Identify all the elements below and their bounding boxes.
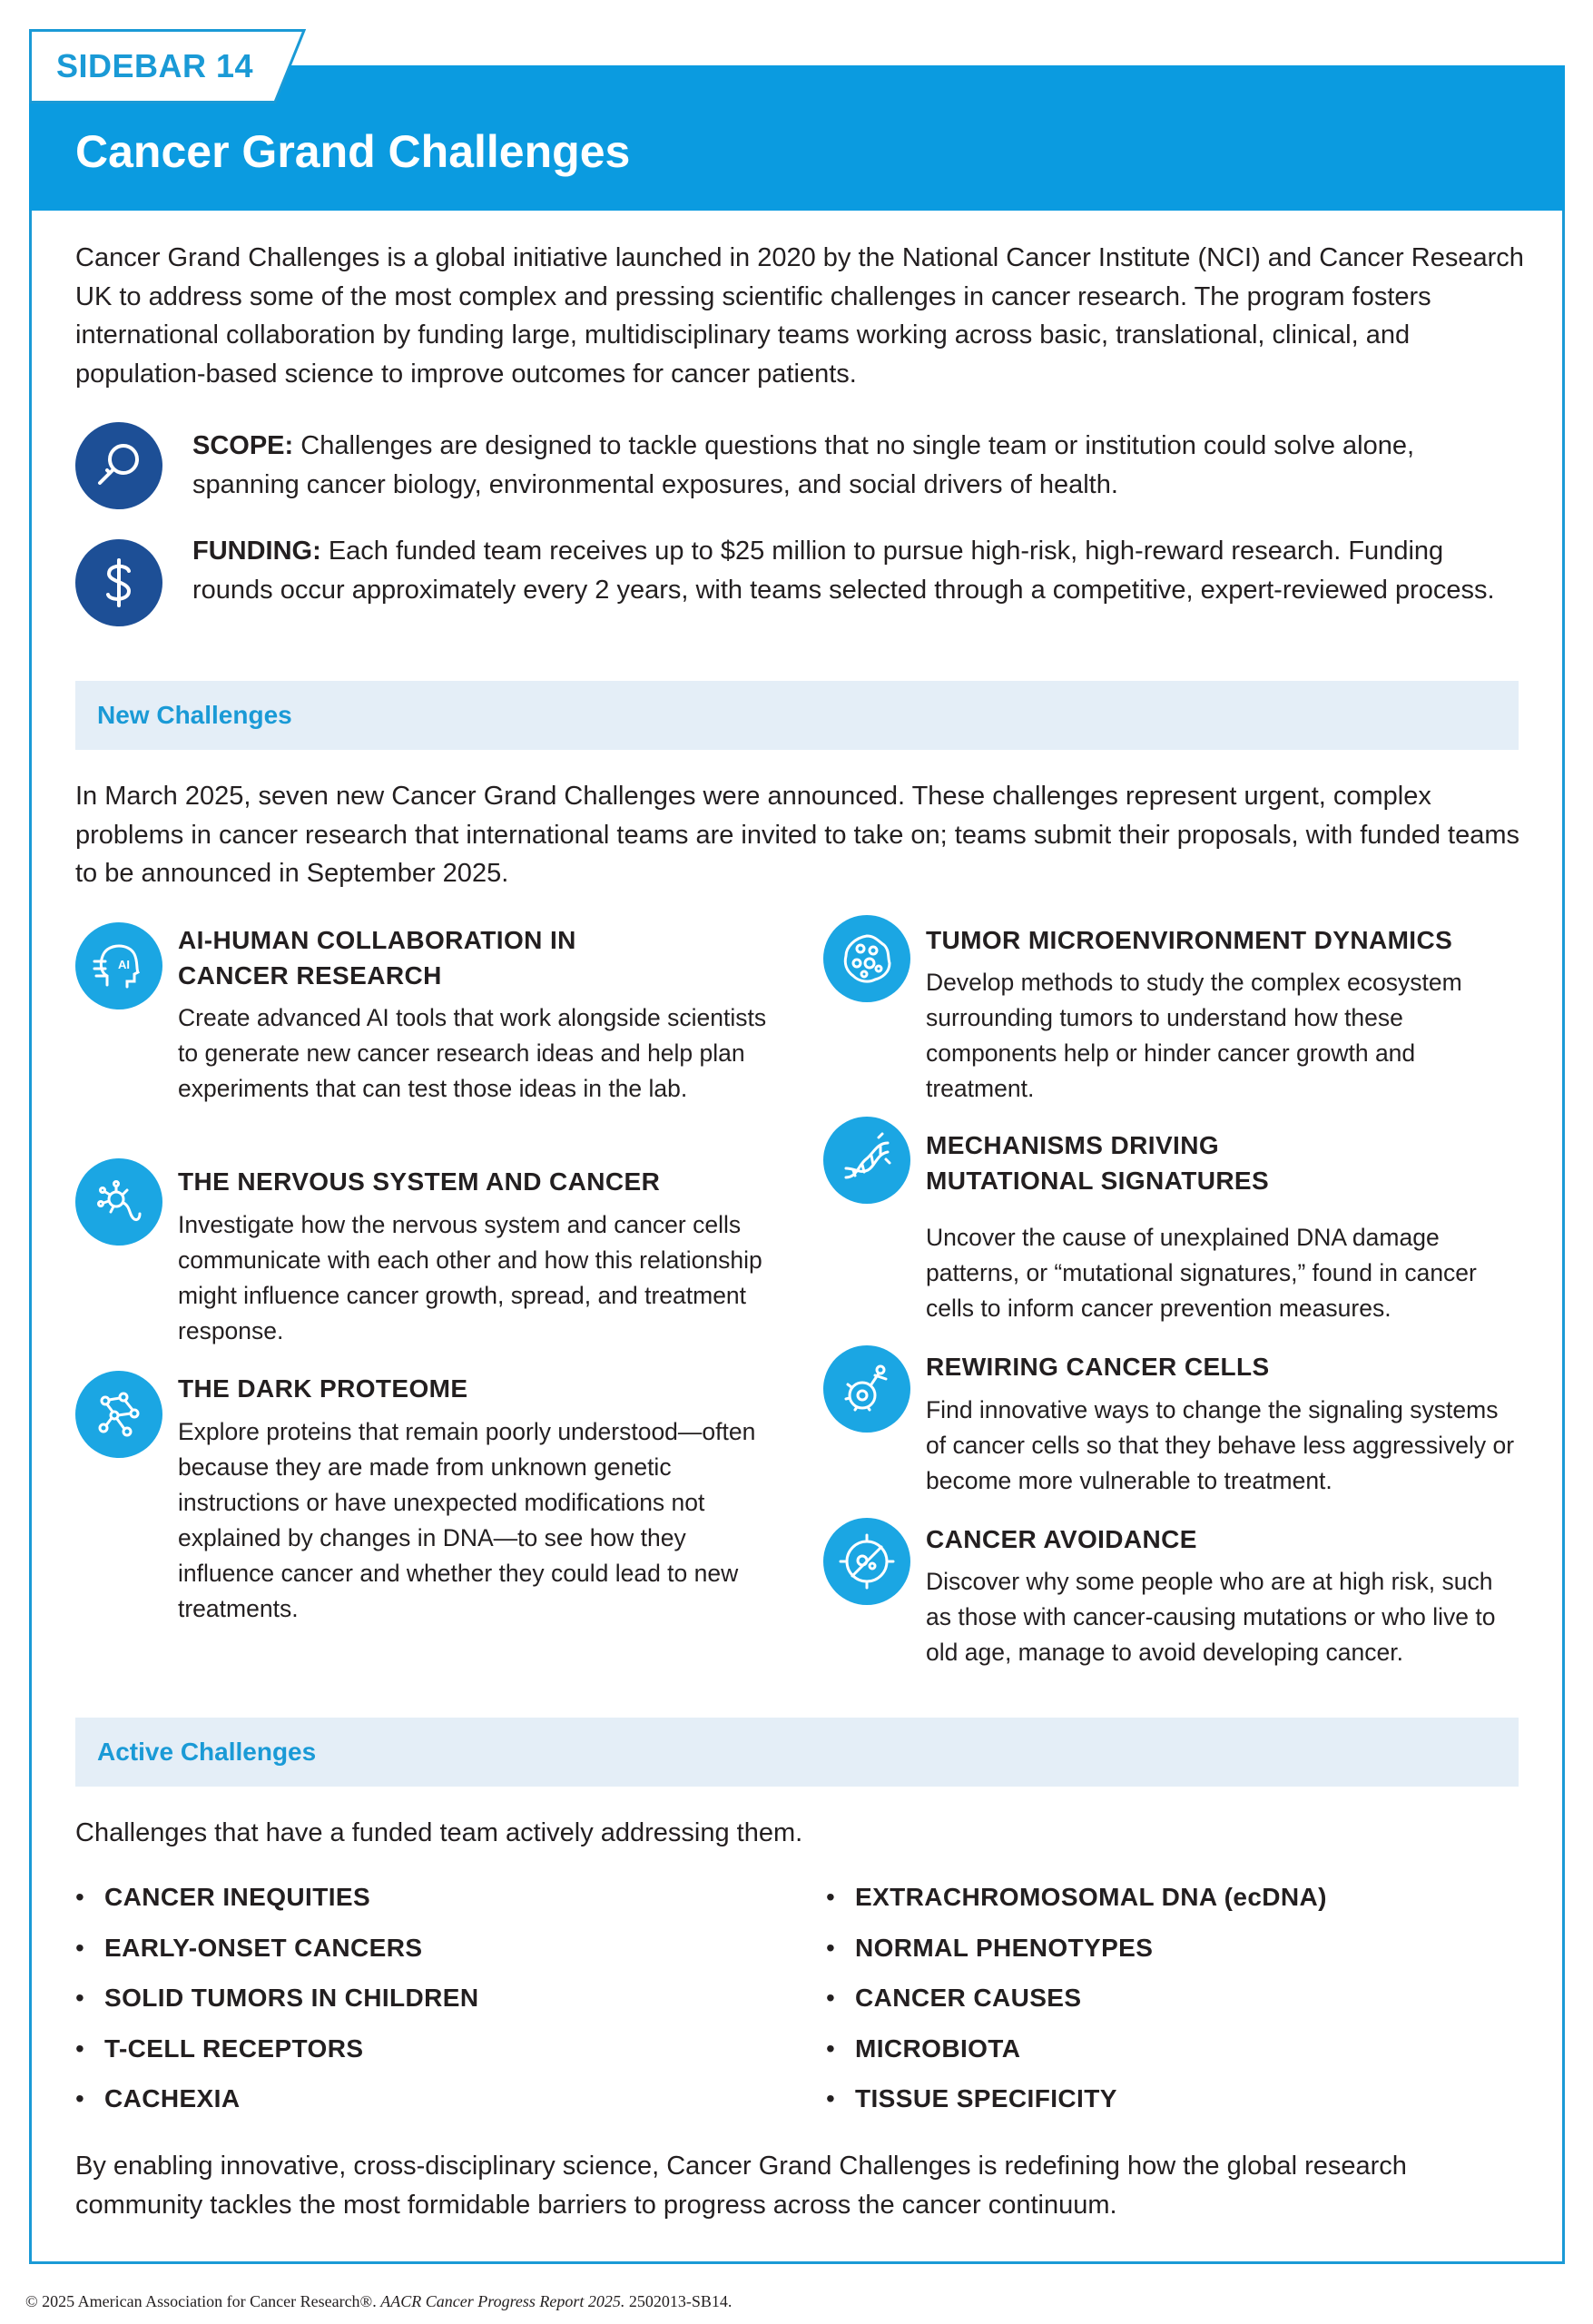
footer-copyright: © 2025 American Association for Cancer Research®. [25, 2292, 377, 2310]
list-item: • CANCER INEQUITIES [75, 1872, 478, 1923]
sidebar-label: SIDEBAR 14 [56, 47, 254, 84]
challenge-body-mutational: Uncover the cause of unexplained DNA damage patterns, or “mutational signatures,” found in cancer cells to inform cancer prevention measures. [926, 1224, 1477, 1322]
dollar-icon [75, 539, 162, 626]
footer-code: 2502013-SB14. [628, 2292, 733, 2310]
footer-report: AACR Cancer Progress Report 2025. [380, 2292, 625, 2310]
list-item: • CANCER CAUSES [826, 1973, 1327, 2024]
active-challenges-intro: Challenges that have a funded team actively addressing them. [75, 1818, 803, 1847]
funding-paragraph [192, 532, 1518, 609]
page-title: Cancer Grand Challenges [75, 126, 631, 177]
challenge-title-ai-2: CANCER RESEARCH [178, 961, 442, 990]
challenge-body-ai: Create advanced AI tools that work alongside scientists to generate new cancer research ideas and help plan experiments that can test those ideas in the lab. [178, 1004, 767, 1102]
list-item: • T-CELL RECEPTORS [75, 2024, 478, 2074]
svg-text:AI: AI [118, 958, 130, 971]
dna-icon [823, 1117, 910, 1204]
list-item: • TISSUE SPECIFICITY [826, 2073, 1327, 2124]
intro-paragraph: Cancer Grand Challenges is a global initiative launched in 2020 by the National Cancer Institute (NCI) and Cancer Research UK to address some of the most complex and pressing scientific challenges in cancer research. The program fosters international collaboration by funding large, multidisciplinary teams working across basic, translational, clinical, and population-based science to improve outcomes for cancer patients. [75, 243, 1524, 389]
active-challenges-heading: Active Challenges [97, 1738, 317, 1766]
challenge-body-dark-proteome: Explore proteins that remain poorly understood—often because they are made from unknown genetic instructions or have unexpected modifications not explained by changes in DNA—to see how they influence cancer and whether they could lead to new treatments. [178, 1418, 756, 1622]
avoidance-icon [823, 1518, 910, 1605]
challenge-body-tumor-microenvironment: Develop methods to study the complex ecosystem surrounding tumors to understand how these components help or hinder cancer growth and treatment. [926, 969, 1462, 1102]
challenge-title-mutational-1: MECHANISMS DRIVING [926, 1131, 1219, 1159]
list-item: • CACHEXIA [75, 2073, 478, 2124]
magnifier-icon [75, 422, 162, 509]
neuron-icon [75, 1158, 162, 1246]
active-challenges-right-list [826, 1872, 1327, 2124]
challenge-body-avoidance: Discover why some people who are at high risk, such as those with cancer-causing mutations or who live to old age, manage to avoid developing cancer. [926, 1568, 1496, 1666]
footer-credit [25, 2292, 732, 2311]
challenge-body-rewiring: Find innovative ways to change the signaling systems of cancer cells so that they behave less aggressively or become more vulnerable to treatment. [926, 1396, 1515, 1494]
list-item: • EXTRACHROMOSOMAL DNA (ecDNA) [826, 1872, 1327, 1923]
closing-paragraph: By enabling innovative, cross-disciplinary science, Cancer Grand Challenges is redefining how the global research community tackles the most formidable barriers to progress across the cancer continuum. [75, 2152, 1407, 2220]
active-challenges-left-list [75, 1872, 478, 2124]
challenge-title-tumor-microenvironment: TUMOR MICROENVIRONMENT DYNAMICS [926, 926, 1453, 954]
list-item: • EARLY-ONSET CANCERS [75, 1923, 478, 1974]
tumor-cell-icon [823, 915, 910, 1002]
new-challenges-heading: New Challenges [97, 701, 292, 729]
ai-head-icon [75, 922, 162, 1009]
challenge-title-rewiring: REWIRING CANCER CELLS [926, 1353, 1270, 1381]
rewiring-cell-icon [823, 1345, 910, 1433]
funding-text: Each funded team receives up to $25 million to pursue high-risk, high-reward research. Funding rounds occur approximately every 2 years, with teams selected through a competitive, expert-reviewed process. [192, 537, 1495, 605]
challenge-title-nervous: THE NERVOUS SYSTEM AND CANCER [178, 1167, 661, 1196]
challenge-title-ai-1: AI-HUMAN COLLABORATION IN [178, 926, 576, 954]
protein-network-icon [75, 1371, 162, 1458]
new-challenges-intro: In March 2025, seven new Cancer Grand Challenges were announced. These challenges represent urgent, complex problems in cancer research that international teams are invited to take on; teams submit their proposals, with funded teams to be announced in September 2025. [75, 782, 1519, 888]
challenge-title-mutational-2: MUTATIONAL SIGNATURES [926, 1167, 1270, 1195]
scope-text: Challenges are designed to tackle questions that no single team or institution could solve alone, spanning cancer biology, environmental exposures, and social drivers of health. [192, 431, 1415, 499]
funding-label: FUNDING: [192, 537, 321, 566]
challenge-body-nervous: Investigate how the nervous system and cancer cells communicate with each other and how this relationship might influence cancer growth, spread, and treatment response. [178, 1211, 762, 1344]
list-item: • SOLID TUMORS IN CHILDREN [75, 1973, 478, 2024]
scope-label: SCOPE: [192, 431, 294, 460]
list-item: • NORMAL PHENOTYPES [826, 1923, 1327, 1974]
scope-paragraph [192, 427, 1518, 504]
challenge-title-avoidance: CANCER AVOIDANCE [926, 1525, 1197, 1553]
challenge-title-dark-proteome: THE DARK PROTEOME [178, 1374, 468, 1403]
list-item: • MICROBIOTA [826, 2024, 1327, 2074]
